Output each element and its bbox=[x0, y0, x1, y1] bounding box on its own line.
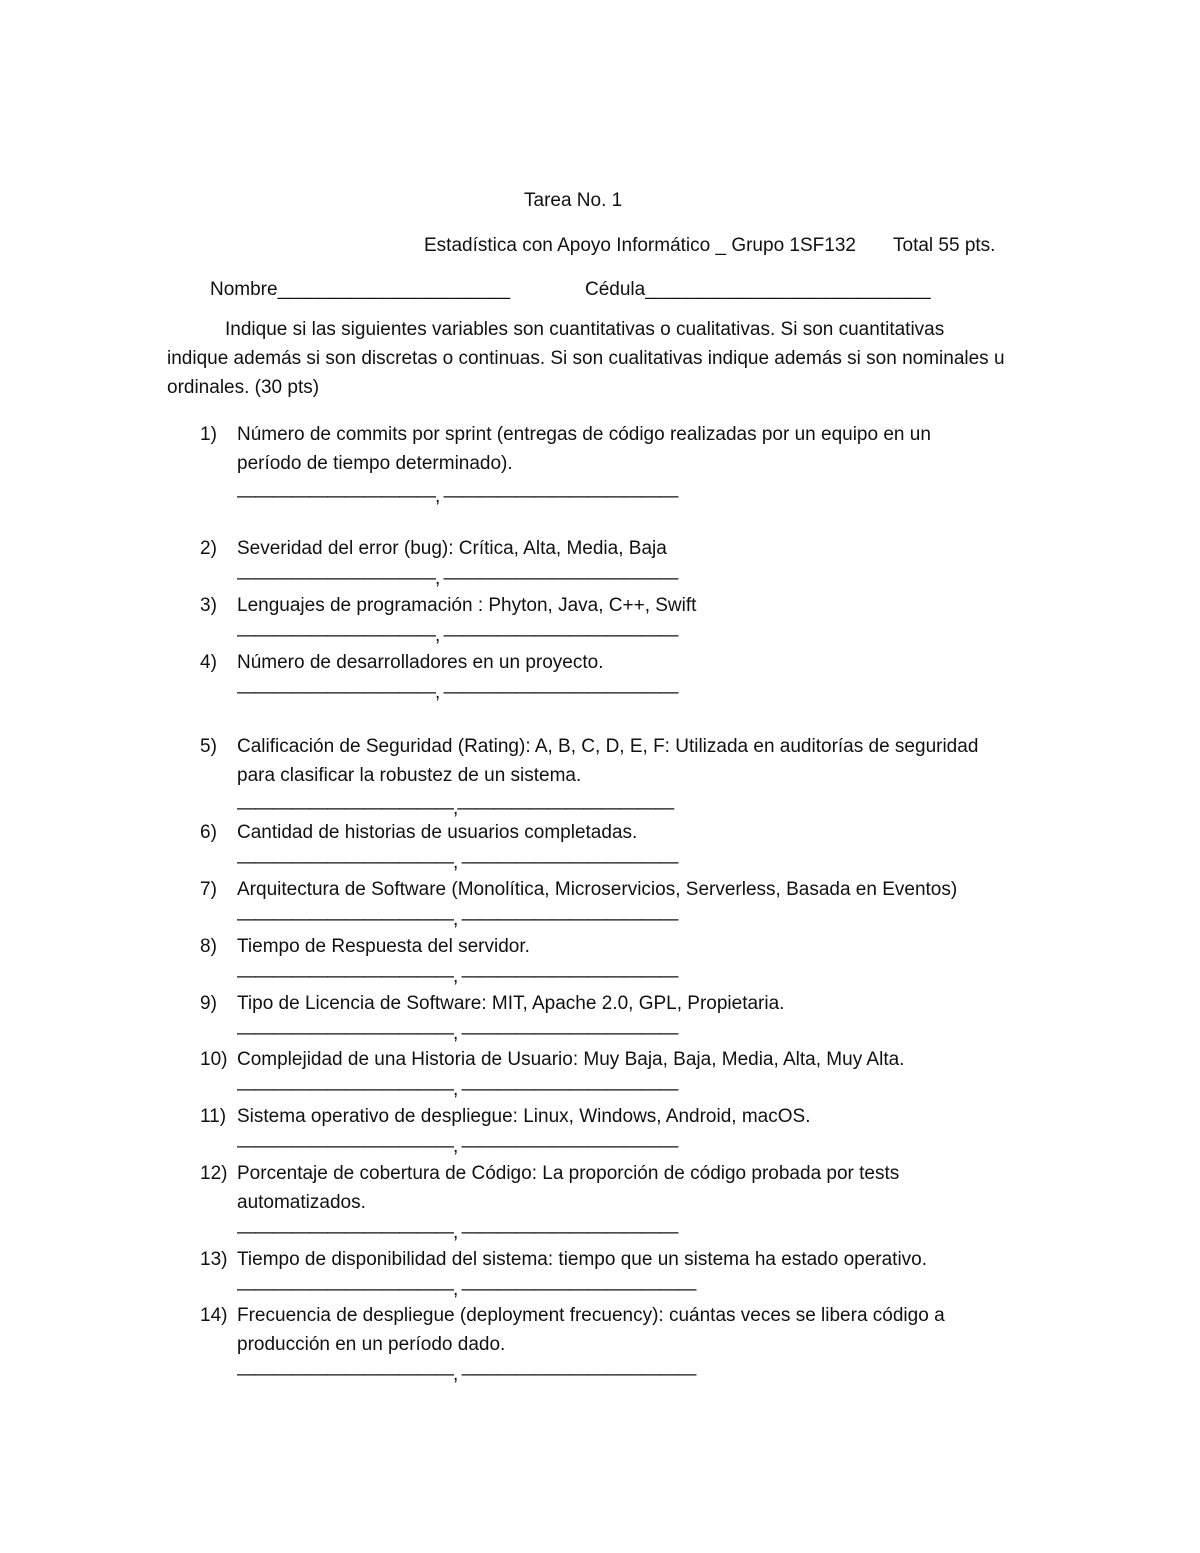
question-text-line: Número de desarrolladores en un proyecto. bbox=[237, 652, 604, 673]
answer-blank: ————————————, ———————————— bbox=[237, 966, 678, 987]
instructions-line-3: ordinales. (30 pts) bbox=[167, 377, 320, 398]
question-number: 13) bbox=[200, 1249, 228, 1270]
question-text-line: para clasificar la robustez de un sistema. bbox=[237, 765, 582, 786]
question-number: 3) bbox=[200, 595, 217, 616]
question-text bbox=[237, 932, 530, 961]
question-text bbox=[237, 1045, 904, 1074]
question-text bbox=[237, 818, 637, 847]
question-text-line: período de tiempo determinado). bbox=[237, 453, 513, 474]
question-text bbox=[237, 420, 931, 478]
question-number: 4) bbox=[200, 652, 217, 673]
question-text-line: producción en un período dado. bbox=[237, 1334, 506, 1355]
answer-blank: ————————————, ———————————— bbox=[237, 852, 678, 873]
question-text-line: Tipo de Licencia de Software: MIT, Apache 2.0, GPL, Propietaria. bbox=[237, 993, 785, 1014]
question-number: 5) bbox=[200, 736, 217, 757]
answer-blank: ————————————, ———————————— bbox=[237, 1222, 678, 1243]
question-number: 6) bbox=[200, 822, 217, 843]
page-title: Tarea No. 1 bbox=[524, 190, 623, 211]
question-number: 1) bbox=[200, 424, 217, 445]
total-points: Total 55 pts. bbox=[893, 235, 996, 256]
question-text bbox=[237, 1159, 899, 1217]
question-text-line: Severidad del error (bug): Crítica, Alta, Media, Baja bbox=[237, 538, 667, 559]
question-text-line: Tiempo de Respuesta del servidor. bbox=[237, 936, 530, 957]
answer-blank: ————————————,———————————— bbox=[237, 798, 674, 819]
answer-blank: ———————————, ————————————— bbox=[237, 568, 678, 589]
question-number: 12) bbox=[200, 1163, 228, 1184]
name-field: Nombre______________________ bbox=[210, 279, 511, 300]
question-number: 7) bbox=[200, 879, 217, 900]
question-text-line: Frecuencia de despliegue (deployment frecuency): cuántas veces se libera código a bbox=[237, 1305, 945, 1326]
question-text bbox=[237, 989, 784, 1018]
answer-blank: ————————————, ———————————— bbox=[237, 909, 678, 930]
question-text bbox=[237, 1301, 945, 1359]
question-text-line: Lenguajes de programación : Phyton, Java, C++, Swift bbox=[237, 595, 697, 616]
question-text bbox=[237, 1102, 810, 1131]
question-number: 9) bbox=[200, 993, 217, 1014]
question-text-line: Número de commits por sprint (entregas de código realizadas por un equipo en un bbox=[237, 424, 931, 445]
question-number: 10) bbox=[200, 1049, 228, 1070]
question-text-line: Cantidad de historias de usuarios completadas. bbox=[237, 822, 638, 843]
question-text-line: Porcentaje de cobertura de Código: La proporción de código probada por tests bbox=[237, 1163, 900, 1184]
question-text bbox=[237, 875, 957, 904]
course-heading: Estadística con Apoyo Informático _ Grupo 1SF132 bbox=[424, 235, 856, 256]
question-text bbox=[237, 591, 696, 620]
answer-blank: ————————————, ———————————— bbox=[237, 1136, 678, 1157]
answer-blank: ———————————, ————————————— bbox=[237, 625, 678, 646]
question-text bbox=[237, 648, 603, 677]
answer-blank: ———————————, ————————————— bbox=[237, 682, 678, 703]
question-text-line: automatizados. bbox=[237, 1192, 366, 1213]
question-text-line: Calificación de Seguridad (Rating): A, B, C, D, E, F: Utilizada en auditorías de seguridad bbox=[237, 736, 979, 757]
answer-blank: ————————————, ————————————— bbox=[237, 1364, 696, 1385]
answer-blank: ————————————, ———————————— bbox=[237, 1079, 678, 1100]
question-number: 2) bbox=[200, 538, 217, 559]
question-text-line: Sistema operativo de despliegue: Linux, Windows, Android, macOS. bbox=[237, 1106, 811, 1127]
question-text-line: Tiempo de disponibilidad del sistema: tiempo que un sistema ha estado operativo. bbox=[237, 1249, 928, 1270]
answer-blank: ———————————, ————————————— bbox=[237, 486, 678, 507]
question-number: 14) bbox=[200, 1305, 228, 1326]
question-text bbox=[237, 1245, 927, 1274]
instructions-line-1: Indique si las siguientes variables son cuantitativas o cualitativas. Si son cuantitativas bbox=[225, 319, 945, 340]
question-text bbox=[237, 732, 978, 790]
question-number: 8) bbox=[200, 936, 217, 957]
instructions bbox=[167, 315, 1047, 402]
question-text-line: Arquitectura de Software (Monolítica, Microservicios, Serverless, Basada en Eventos) bbox=[237, 879, 958, 900]
instructions-line-2: indique además si son discretas o continuas. Si son cualitativas indique además si son nominales u bbox=[167, 348, 1005, 369]
answer-blank: ————————————, ———————————— bbox=[237, 1023, 678, 1044]
answer-blank: ————————————, ————————————— bbox=[237, 1279, 696, 1300]
question-text-line: Complejidad de una Historia de Usuario: Muy Baja, Baja, Media, Alta, Muy Alta. bbox=[237, 1049, 905, 1070]
id-field: Cédula___________________________ bbox=[585, 279, 931, 300]
question-text bbox=[237, 534, 667, 563]
question-number: 11) bbox=[200, 1106, 227, 1127]
